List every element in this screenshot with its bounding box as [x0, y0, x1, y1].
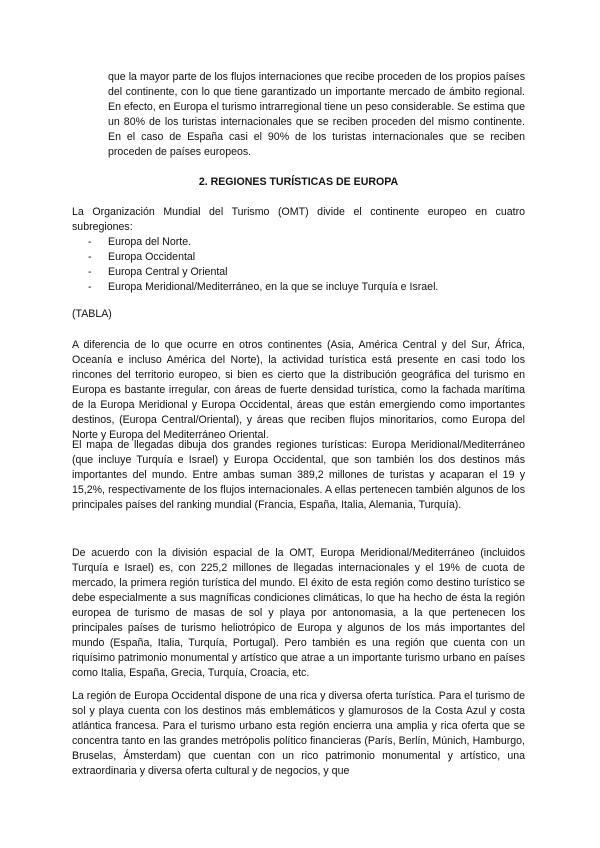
list-item: - Europa Meridional/Mediterráneo, en la que se incluye Turquía e Israel. [88, 280, 528, 295]
list-item: - Europa Central y Oriental [88, 265, 528, 280]
intro-paragraph: que la mayor parte de los flujos internaciones que recibe proceden de los propios países del continente, con lo que tiene garantizado un importante mercado de ámbito regional. En efecto, en Europa el turismo intrarregional tiene un peso considerable. Se estima que un 80% de los turistas internacionales que se reciben proceden del mismo continente. En el caso de España casi el 90% de los turistas internacionales que se reciben proceden de países europeos. [108, 71, 525, 158]
body-paragraph: De acuerdo con la división espacial de la OMT, Europa Meridional/Mediterráneo (incluidos Turquía e Israel) es, con 225,2 millones de llegadas internacionales y el 19% de cuota de mercado, la primera región turística del mundo. El éxito de esta región como destino turístico se debe especialmente a sus magníficas condiciones climáticas, lo que ha hecho de ésta la región europea de turismo de masas de sol y playa por antonomasia, a la que pertenecen los principales países de turismo heliotrópico de Europa y algunos de los más importantes del mundo (España, Italia, Turquía, Portugal). Pero también es una región que cuenta con un riquísimo patrimonio monumental y artístico que atrae a un importante turismo urbano en países como Italia, España, Grecia, Turquía, Croacia, etc. [72, 547, 525, 679]
list-item: - Europa del Norte. [88, 235, 528, 250]
table-placeholder: (TABLA) [72, 308, 112, 320]
subregion-list [88, 235, 528, 295]
body-paragraph: El mapa de llegadas dibuja dos grandes regiones turísticas: Europa Meridional/Mediterráneo (que incluye Turquía e Israel) y Europa Occidental, que son también los dos destinos más importantes del mundo. Entre ambas suman 389,2 millones de turistas y acaparan el 19 y 15,2%, respectivamente de los flujos internacionales. A ellas pertenecen también algunos de los principales países del ranking mundial (Francia, España, Italia, Alemania, Turquía). [72, 439, 525, 511]
body-paragraph: A diferencia de lo que ocurre en otros continentes (Asia, América Central y del Sur, África, Oceanía e incluso América del Norte), la actividad turística está presente en casi todo los rincones del territorio europeo, si bien es cierto que la distribución geográfica del turismo en Europa es bastante irregular, con áreas de fuerte densidad turística, como la fachada marítima de la Europa Meridional y Europa Occidental, áreas que están emergiendo como importantes destinos, (Europa Central/Oriental), y áreas que reciben flujos minoritarios, como Europa del Norte y Europa del Mediterráneo Oriental. [72, 339, 525, 441]
body-paragraph: La región de Europa Occidental dispone de una rica y diversa oferta turística. Para el turismo de sol y playa cuenta con los destinos más emblemáticos y glamurosos de la Costa Azul y costa atlántica francesa. Para el turismo urbano esta región encierra una amplia y rica oferta que se concentra tanto en las grandes metrópolis político financieras (París, Berlín, Múnich, Hamburgo, Bruselas, Ámsterdam) que cuentan con un rico patrimonio monumental y artístico, una extraordinaria y diversa oferta cultural y de negocios, y que [72, 690, 525, 777]
omt-paragraph: La Organización Mundial del Turismo (OMT) divide el continente europeo en cuatro subregiones: [72, 206, 525, 233]
list-item: - Europa Occidental [88, 250, 528, 265]
section-heading: 2. REGIONES TURÍSTICAS DE EUROPA [198, 176, 399, 188]
